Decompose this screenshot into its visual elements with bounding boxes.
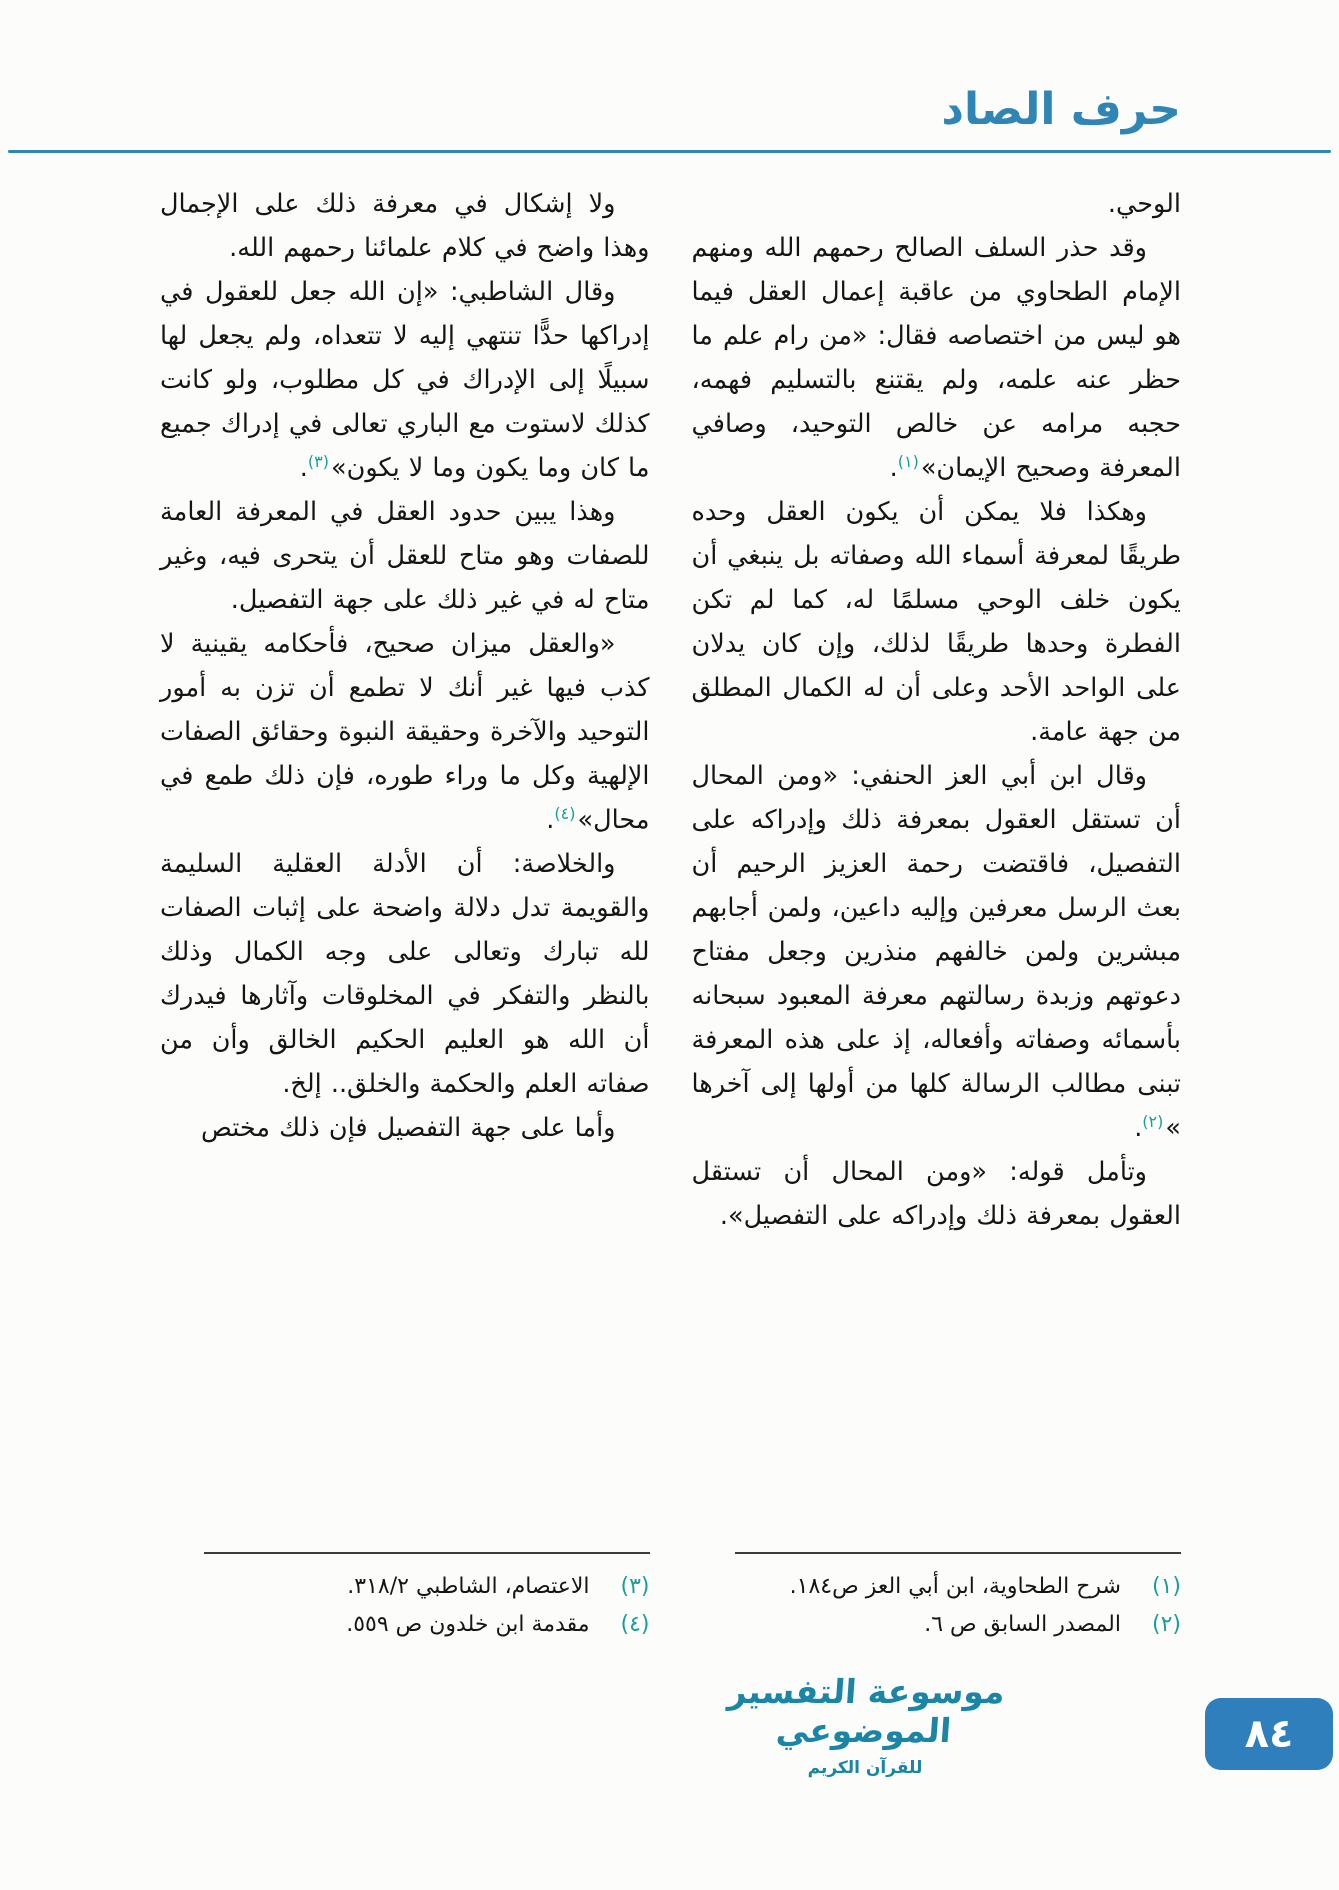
paragraph-text: الوحي. (1107, 189, 1181, 219)
footnote-item (692, 1568, 1182, 1606)
paragraph-text: وهذا يبين حدود العقل في المعرفة العامة للصفات وهو متاح للعقل أن يتحرى فيه، وغير متاح له في غير ذلك على جهة التفصيل. (160, 497, 650, 615)
paragraph-text: . (299, 453, 308, 483)
footnote-number: (٤) (620, 1612, 650, 1637)
footnotes-section (160, 1552, 1181, 1644)
paragraph-text: . (546, 805, 555, 835)
section-header (941, 84, 1181, 135)
footnote-item (160, 1568, 650, 1606)
paragraph (160, 182, 650, 270)
footnote-divider (204, 1552, 650, 1554)
chapter-title: حرف الصاد (941, 84, 1181, 135)
paragraph-text: والخلاصة: أن الأدلة العقلية السليمة والقويمة تدل دلالة واضحة على إثبات الصفات لله تبارك وتعالى على وجه الكمال وذلك بالنظر والتفكر في المخلوقات وآثارها فيدرك أن الله هو العليم الحكيم الخالق وأن من صفاته العلم والحكمة والخلق.. إلخ. (160, 849, 650, 1099)
paragraph-text: «والعقل ميزان صحيح، فأحكامه يقينية لا كذب فيها غير أنك لا تطمع أن تزن به أمور التوحيد والآخرة وحقيقة النبوة وحقائق الصفات الإلهية وكل ما وراء طوره، فإن ذلك طمع في محال» (160, 629, 650, 835)
paragraph-text: وقال الشاطبي: «إن الله جعل للعقول في إدراكها حدًّا تنتهي إليه لا تتعداه، ولم يجعل لها سبيلًا إلى الإدراك في كل مطلوب، ولو كانت كذلك لاستوت مع الباري تعالى في إدراك جميع ما كان وما يكون وما لا يكون» (160, 277, 650, 483)
footnote-ref: (١) (897, 451, 919, 471)
paragraph-text: . (1134, 1113, 1143, 1143)
footnote-item (160, 1606, 650, 1644)
footnotes-left (160, 1552, 650, 1644)
footnote-number: (٣) (620, 1574, 650, 1599)
header-divider (8, 150, 1331, 153)
publisher-logo-title: موسوعة التفسير الموضوعي (726, 1672, 1007, 1750)
footnote-number: (١) (1151, 1574, 1181, 1599)
column-left (160, 182, 650, 1238)
paragraph (692, 182, 1182, 226)
footnote-ref: (٣) (307, 451, 329, 471)
paragraph (692, 754, 1182, 1150)
footnote-text: الاعتصام، الشاطبي ٣١٨/٢. (347, 1574, 590, 1599)
paragraph-text: وهكذا فلا يمكن أن يكون العقل وحده طريقًا لمعرفة أسماء الله وصفاته بل ينبغي أن يكون خلف الوحي مسلمًا له، كما لم تكن الفطرة وحدها طريقًا لذلك، وإن كان يدلان على الواحد الأحد وعلى أن له الكمال المطلق من جهة عامة. (691, 497, 1181, 747)
publisher-logo (700, 1672, 1030, 1778)
paragraph (692, 226, 1182, 490)
footnote-text: مقدمة ابن خلدون ص ٥٥٩. (346, 1612, 590, 1637)
page-number-badge (1205, 1698, 1333, 1770)
publisher-logo-subtitle: للقرآن الكريم (807, 1758, 923, 1778)
paragraph (160, 490, 650, 622)
paragraph-text: وقد حذر السلف الصالح رحمهم الله ومنهم الإمام الطحاوي من عاقبة إعمال العقل فيما هو ليس من اختصاصه فقال: «من رام علم ما حظر عنه علمه، ولم يقتنع بالتسليم فهمه، حجبه مرامه عن خالص التوحيد، وصافي المعرفة وصحيح الإيمان» (691, 233, 1181, 483)
paragraph (160, 622, 650, 842)
paragraph (692, 1150, 1182, 1238)
paragraph-text: وقال ابن أبي العز الحنفي: «ومن المحال أن تستقل العقول بمعرفة ذلك وإدراكه على التفصيل، فاقتضت رحمة العزيز الرحيم أن بعث الرسل معرفين وإليه داعين، ولمن أجابهم مبشرين ولمن خالفهم منذرين وجعل مفتاح دعوتهم وزبدة رسالتهم معرفة المعبود سبحانه بأسمائه وصفاته وأفعاله، إذ على هذه المعرفة تبنى مطالب الرسالة كلها من أولها إلى آخرها » (691, 761, 1181, 1143)
footnote-text: المصدر السابق ص ٦. (924, 1612, 1121, 1637)
footnote-number: (٢) (1151, 1612, 1181, 1637)
page-number: ٨٤ (1244, 1711, 1294, 1757)
footnote-ref: (٢) (1142, 1111, 1164, 1131)
paragraph (160, 1106, 650, 1150)
paragraph-text: وتأمل قوله: «ومن المحال أن تستقل العقول بمعرفة ذلك وإدراكه على التفصيل». (691, 1157, 1181, 1231)
footnotes-right (692, 1552, 1182, 1644)
column-right (692, 182, 1182, 1238)
paragraph-text: وأما على جهة التفصيل فإن ذلك مختص (201, 1113, 616, 1143)
text-columns (160, 182, 1181, 1238)
footnote-ref: (٤) (554, 803, 576, 823)
paragraph (160, 842, 650, 1106)
footnote-divider (735, 1552, 1181, 1554)
paragraph-text: ولا إشكال في معرفة ذلك على الإجمال وهذا واضح في كلام علمائنا رحمهم الله. (160, 189, 650, 263)
paragraph (692, 490, 1182, 754)
paragraph (160, 270, 650, 490)
footnote-text: شرح الطحاوية، ابن أبي العز ص١٨٤. (789, 1574, 1121, 1599)
paragraph-text: . (889, 453, 898, 483)
footnote-item (692, 1606, 1182, 1644)
